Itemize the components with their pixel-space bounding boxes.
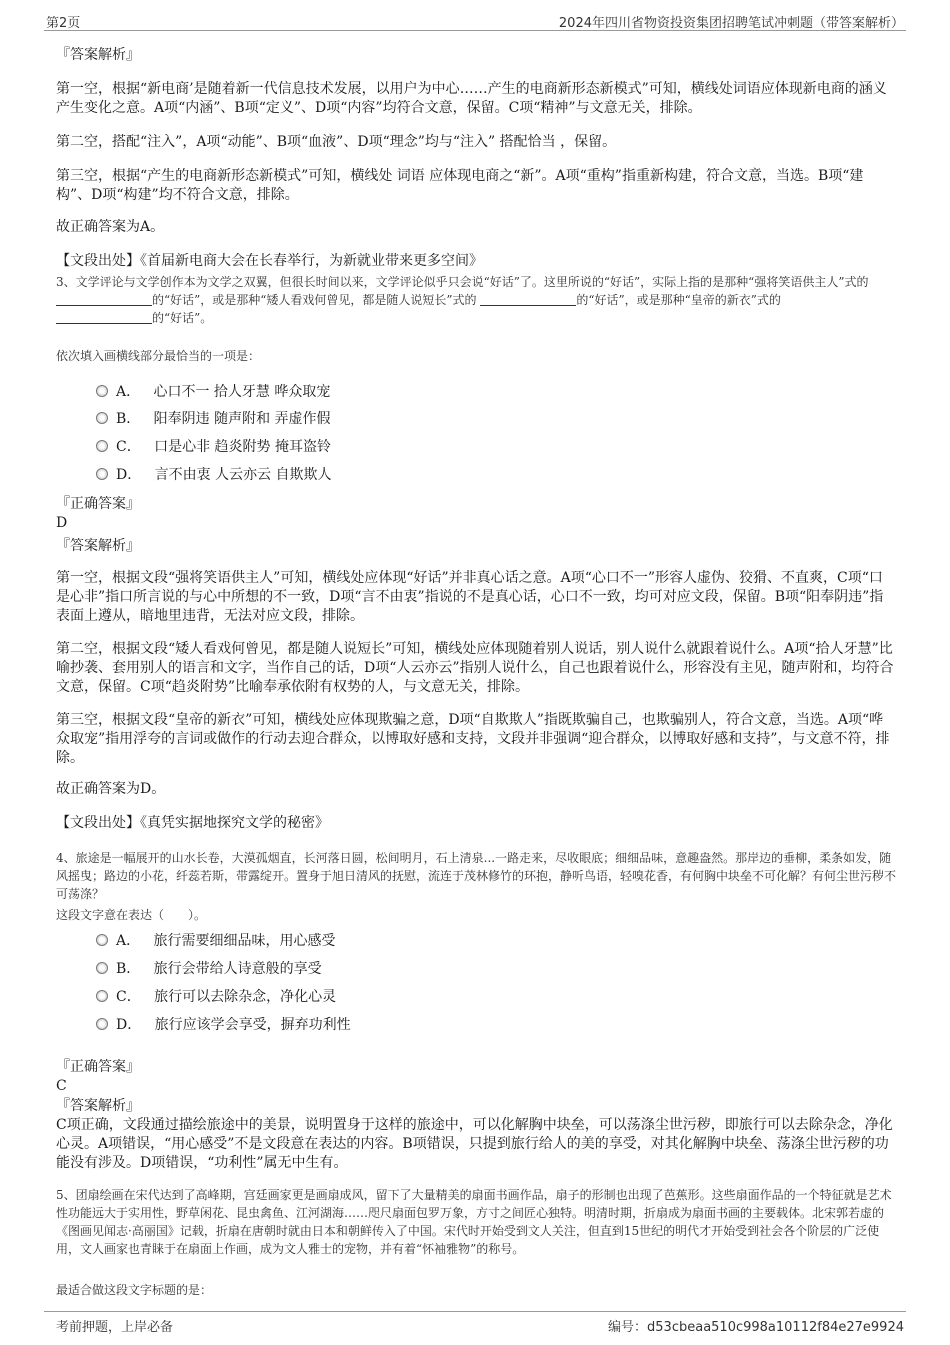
q4-analysis-label: 『答案解析』 (56, 1098, 140, 1114)
radio-icon[interactable] (96, 934, 108, 946)
q4-option-d[interactable]: D． 旅行应该学会享受，摒弃功利性 (96, 1015, 351, 1035)
radio-icon[interactable] (96, 412, 108, 424)
q2-source: 【文段出处】《首届新电商大会在长春举行，为新就业带来更多空间》 (56, 253, 483, 269)
q3-analysis-para2: 第二空，根据文段“矮人看戏何曾见，都是随人说短长”可知，横线处应体现随着别人说话，别人说什么就跟着说什么。A项“拾人牙慧”比喻抄袭、套用别人的语言和文字，当作自己的话，D项“人云亦云”指别人说什么，自己也跟着说什么，形容没有主见，随声附和，均符合文意，保留。C项“趋炎附势”比喻奉承依附有权势的人，与文意无关，排除。 (56, 641, 894, 695)
fill-blank-3[interactable] (56, 311, 152, 324)
q3-analysis-para1: 第一空，根据文段“强将笑语供主人”可知，横线处应体现“好话”并非真心话之意。A项“心口不一”形容人虚伪、狡猾、不直爽，C项“口是心非”指口所言说的与心中所想的不一致，D项“言不由衷”指说的不是真心话，心口不一致，均可对应文段，保留。B项“阳奉阴违”指表面上遵从，暗地里违背，无法对应文段，排除。 (56, 570, 884, 624)
q4-stem: 4、旅途是一幅展开的山水长卷，大漠孤烟直，长河落日圆，松间明月，石上清泉...一路走来，尽收眼底；细细品味，意趣盎然。那岸边的垂柳，柔条如发，随风摇曳；路边的小花，纤蕊若斯，带露绽开。置身于旭日清风的抚慰，流连于茂林修竹的环抱，静听鸟语，轻嗅花香，有何胸中块垒不可化解？有何尘世污秽不可荡涤？ (56, 851, 897, 901)
page-number: 第2页 (46, 16, 81, 31)
radio-icon[interactable] (96, 468, 108, 480)
radio-icon[interactable] (96, 385, 108, 397)
page-footer (44, 1311, 906, 1336)
document-title: 2024年四川省物资投资集团招聘笔试冲刺题（带答案解析） (558, 16, 904, 31)
radio-icon[interactable] (96, 962, 108, 974)
footer-slogan: 考前押题，上岸必备 (56, 1320, 174, 1335)
q3-answer-label: 『正确答案』 (56, 496, 140, 512)
q3-prompt: 依次填入画横线部分最恰当的一项是： (56, 349, 261, 363)
radio-icon[interactable] (96, 440, 108, 452)
q3-conclusion: 故正确答案为D。 (56, 781, 166, 797)
q5-prompt: 最适合做这段文字标题的是： (56, 1283, 213, 1297)
page-header (44, 8, 906, 31)
fill-blank-1[interactable] (56, 293, 152, 306)
fill-blank-2[interactable] (480, 293, 576, 306)
q4-analysis: C项正确，文段通过描绘旅途中的美景，说明置身于这样的旅途中，可以化解胸中块垒，可以荡涤尘世污秽，即旅行可以去除杂念，净化心灵。A项错误，“用心感受”不是文段意在表达的内容。B项错误，只提到旅行给人的美的享受，对其化解胸中块垒、荡涤尘世污秽的功能没有涉及。D项错误，“功利性”属无中生有。 (56, 1117, 893, 1171)
radio-icon[interactable] (96, 990, 108, 1002)
q3-option-d[interactable]: D． 言不由衷 人云亦云 自欺欺人 (96, 465, 332, 485)
q4-answer: C (56, 1078, 67, 1094)
q2-analysis-para1: 第一空，根据“新电商’是随着新一代信息技术发展，以用户为中心……产生的电商新形态新模式”可知，横线处词语应体现新电商的涵义产生变化之意。A项“内涵”、B项“定义”、D项“内容”均符合文意，保留。C项“精神”与文意无关，排除。 (56, 81, 887, 116)
q2-analysis-label: 『答案解析』 (56, 47, 140, 63)
q3-analysis-label: 『答案解析』 (56, 538, 140, 554)
q3-source: 【文段出处】《真凭实据地探究文学的秘密》 (56, 815, 329, 831)
q3-option-c[interactable]: C． 口是心非 趋炎附势 掩耳盗铃 (96, 437, 331, 457)
q5-stem: 5、团扇绘画在宋代达到了高峰期，宫廷画家更是画扇成风，留下了大量精美的扇面书画作品，扇子的形制也出现了芭蕉形。这些扇面作品的一个特征就是艺术性功能远大于实用性，野草闲花、昆虫禽鱼、江河湖海……咫尺扇面包罗万象，方寸之间匠心独特。明清时期，折扇成为扇面书画的主要载体。北宋郭若虚的《图画见闻志·高丽国》记载，折扇在唐朝时就由日本和朝鲜传入了中国。宋代时开始受到文人关注，但直到15世纪的明代才开始受到社会各个阶层的广泛使用，文人画家也青睐于在扇面上作画，成为文人雅士的宠物，并有着“怀袖雅物”的称号。 (56, 1188, 892, 1256)
q2-analysis-para3: 第三空，根据“产生的电商新形态新模式”可知，横线处 词语 应体现电商之“新”。A项“重构”指重新构建，符合文意，当选。B项“建构”、D项“构建”均不符合文意，排除。 (56, 168, 864, 203)
q3-option-b[interactable]: B． 阳奉阴违 随声附和 弄虚作假 (96, 409, 331, 429)
document-id: 编号：d53cbeaa510c998a10112f84e27e9924 (608, 1320, 904, 1335)
q3-stem: 3、文学评论与文学创作本为文学之双翼，但很长时间以来，文学评论似乎只会说“好话”了。这里所说的“好话”，实际上指的是那种“强将笑语供主人”式的 的“好话”，或是那种“矮人看戏何曾见，都是随人说短长”式的 的“好话”，或是那种“皇帝的新衣”式的 的“好话”。 (56, 275, 869, 325)
q4-answer-label: 『正确答案』 (56, 1059, 140, 1075)
q4-prompt: 这段文字意在表达（ ）。 (56, 908, 207, 922)
q3-answer: D (56, 515, 68, 531)
q4-option-b[interactable]: B． 旅行会带给人诗意般的享受 (96, 959, 322, 979)
q4-option-c[interactable]: C． 旅行可以去除杂念，净化心灵 (96, 987, 336, 1007)
q3-option-a[interactable]: A． 心口不一 拾人牙慧 哗众取宠 (96, 382, 330, 402)
q4-option-a[interactable]: A． 旅行需要细细品味，用心感受 (96, 931, 335, 951)
q2-analysis-para2: 第二空，搭配“注入”，A项“动能”、B项“血液”、D项“理念”均与“注入” 搭配恰当 ，保留。 (56, 134, 617, 150)
q3-analysis-para3: 第三空，根据文段“皇帝的新衣”可知，横线处应体现欺骗之意，D项“自欺欺人”指既欺骗自己，也欺骗别人，符合文意，当选。A项“哗众取宠”指用浮夸的言词或做作的行动去迎合群众，以博取好感和支持，文段并非强调“迎合群众，以博取好感和支持”，与文意不符，排除。 (56, 712, 890, 766)
q2-conclusion: 故正确答案为A。 (56, 219, 165, 235)
radio-icon[interactable] (96, 1018, 108, 1030)
